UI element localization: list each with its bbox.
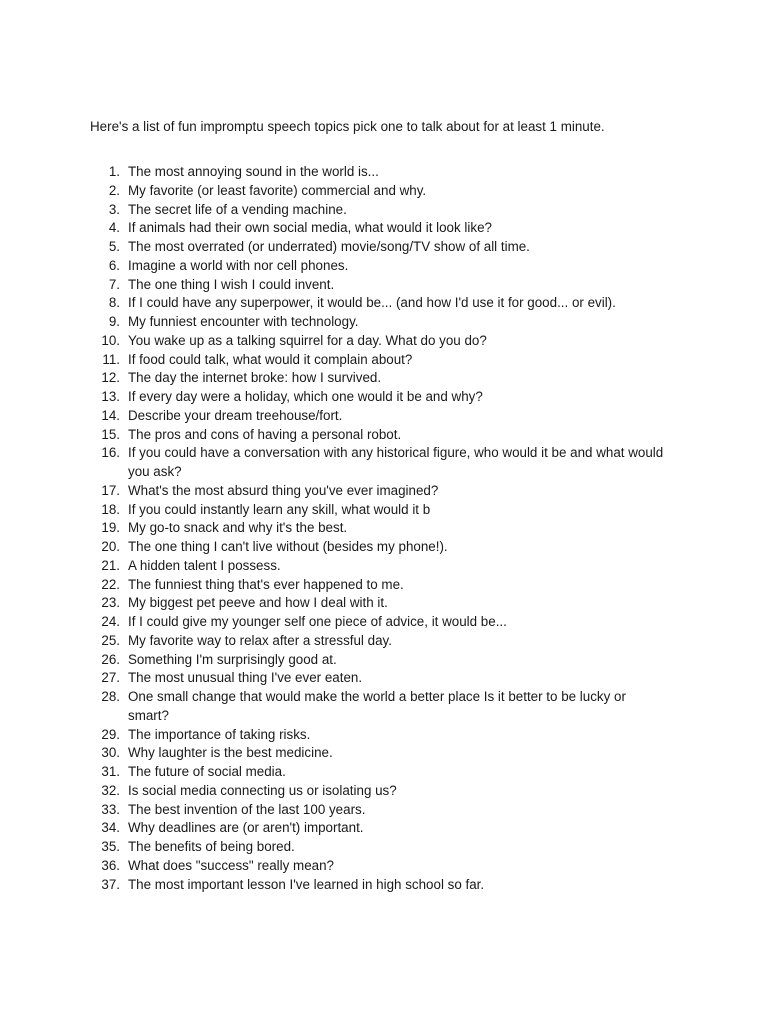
list-item <box>90 444 668 482</box>
list-item <box>90 876 668 895</box>
list-item-text: The most unusual thing I've ever eaten. <box>128 670 363 686</box>
list-item-number: 5. <box>108 239 120 254</box>
list-item-number: 28. <box>101 689 120 704</box>
list-item-text: One small change that would make the world a better place Is it better to be lucky or smart? <box>128 689 626 723</box>
list-item-text: You wake up as a talking squirrel for a day. What do you do? <box>128 332 487 348</box>
list-item-number: 32. <box>101 782 120 798</box>
list-item-text: Why laughter is the best medicine. <box>128 745 333 761</box>
list-item <box>90 294 668 313</box>
list-item <box>90 201 668 220</box>
list-item-number: 34. <box>101 820 120 836</box>
list-item <box>90 632 668 651</box>
list-item-text: The benefits of being bored. <box>128 839 295 854</box>
list-item-text: My biggest pet peeve and how I deal with it. <box>128 595 388 611</box>
list-item <box>90 501 668 520</box>
list-item-number: 9. <box>108 314 120 329</box>
list-item <box>90 782 668 801</box>
list-item-text: If food could talk, what would it complain about? <box>128 351 413 367</box>
list-item <box>90 182 668 201</box>
list-item-number: 35. <box>101 839 120 854</box>
list-item <box>90 763 668 782</box>
list-item-number: 31. <box>101 764 120 779</box>
list-item-text: The best invention of the last 100 years. <box>128 801 366 817</box>
list-item <box>90 257 668 276</box>
list-item-text: If you could instantly learn any skill, what would it b <box>128 501 431 517</box>
list-item <box>90 351 668 370</box>
list-item-text: If I could give my younger self one piece of advice, it would be... <box>128 614 507 629</box>
list-item-text: The day the internet broke: how I survived. <box>128 370 382 386</box>
list-item-text: Is social media connecting us or isolating us? <box>128 782 397 798</box>
list-item-text: The importance of taking risks. <box>128 726 311 742</box>
list-item-number: 4. <box>108 220 120 236</box>
list-item <box>90 538 668 557</box>
list-item-text: My go-to snack and why it's the best. <box>128 520 348 536</box>
list-item <box>90 726 668 745</box>
list-item-text: The secret life of a vending machine. <box>128 201 347 217</box>
list-item-text: Describe your dream treehouse/fort. <box>128 407 343 423</box>
list-item-text: Why deadlines are (or aren't) important. <box>128 820 364 836</box>
list-item-text: If every day were a holiday, which one would it be and why? <box>128 389 483 404</box>
list-item-text: If you could have a conversation with any historical figure, who would it be and what would you ask? <box>128 445 664 479</box>
list-item-text: The future of social media. <box>128 764 286 779</box>
list-item-text: If I could have any superpower, it would be... (and how I'd use it for good... or evil). <box>128 295 616 311</box>
list-item-number: 18. <box>101 501 120 517</box>
list-item <box>90 519 668 538</box>
list-item-text: Imagine a world with nor cell phones. <box>128 257 349 273</box>
list-item-text: What does "success" really mean? <box>128 857 334 873</box>
list-item-text: My favorite (or least favorite) commercial and why. <box>128 182 427 198</box>
list-item-number: 6. <box>108 257 120 273</box>
list-item <box>90 557 668 576</box>
list-item <box>90 219 668 238</box>
list-item-number: 22. <box>101 576 120 592</box>
list-item <box>90 482 668 501</box>
list-item-text: The most overrated (or underrated) movie/song/TV show of all time. <box>128 239 530 254</box>
list-item-text: My favorite way to relax after a stressful day. <box>128 632 392 648</box>
list-item <box>90 651 668 670</box>
list-item-number: 17. <box>101 482 120 498</box>
list-item-number: 24. <box>101 614 120 629</box>
list-item-number: 23. <box>101 595 120 611</box>
list-item-number: 15. <box>101 426 120 442</box>
list-item-text: The most important lesson I've learned in high school so far. <box>128 876 485 892</box>
list-item-number: 19. <box>101 520 120 536</box>
list-item <box>90 688 668 726</box>
list-item-number: 26. <box>101 651 120 667</box>
list-item-number: 30. <box>101 745 120 761</box>
list-item-text: Something I'm surprisingly good at. <box>128 651 337 667</box>
list-item-text: The one thing I can't live without (besides my phone!). <box>128 539 448 554</box>
list-item-number: 16. <box>101 445 120 461</box>
list-item-text: The pros and cons of having a personal robot. <box>128 426 402 442</box>
list-item-text: The funniest thing that's ever happened to me. <box>128 576 404 592</box>
list-item <box>90 838 668 857</box>
list-item-text: The most annoying sound in the world is... <box>128 164 379 179</box>
list-item <box>90 744 668 763</box>
list-item-number: 13. <box>101 389 120 404</box>
list-item-number: 3. <box>108 201 120 217</box>
list-item-number: 2. <box>108 182 120 198</box>
topic-list <box>90 163 668 894</box>
list-item <box>90 332 668 351</box>
list-item <box>90 857 668 876</box>
list-item-number: 20. <box>101 539 120 554</box>
list-item <box>90 426 668 445</box>
list-item-text: What's the most absurd thing you've ever imagined? <box>128 482 439 498</box>
list-item <box>90 819 668 838</box>
list-item-number: 14. <box>101 407 120 423</box>
list-item-text: A hidden talent I possess. <box>128 557 281 573</box>
list-item <box>90 163 668 182</box>
list-item-number: 29. <box>101 726 120 742</box>
list-item <box>90 594 668 613</box>
list-item <box>90 576 668 595</box>
list-item-number: 33. <box>101 801 120 817</box>
list-item-text: If animals had their own social media, what would it look like? <box>128 220 492 236</box>
list-item <box>90 388 668 407</box>
list-item-number: 21. <box>101 557 120 573</box>
list-item <box>90 276 668 295</box>
list-item-number: 11. <box>102 351 120 367</box>
list-item <box>90 407 668 426</box>
list-item <box>90 801 668 820</box>
list-item-number: 8. <box>108 295 120 311</box>
list-item <box>90 613 668 632</box>
list-item-text: My funniest encounter with technology. <box>128 314 359 329</box>
list-item-number: 10. <box>101 332 120 348</box>
intro-text: Here's a list of fun impromptu speech topics pick one to talk about for at least 1 minute. <box>90 119 605 134</box>
list-item-number: 27. <box>101 670 120 686</box>
list-item <box>90 369 668 388</box>
list-item-number: 7. <box>108 276 120 292</box>
list-item-number: 25. <box>101 632 120 648</box>
list-item-number: 1. <box>108 164 120 179</box>
list-item <box>90 238 668 257</box>
list-item-number: 37. <box>101 876 120 892</box>
list-item-number: 36. <box>101 857 120 873</box>
list-item-text: The one thing I wish I could invent. <box>128 276 335 292</box>
list-item-number: 12. <box>101 370 120 386</box>
list-item <box>90 669 668 688</box>
list-item <box>90 313 668 332</box>
